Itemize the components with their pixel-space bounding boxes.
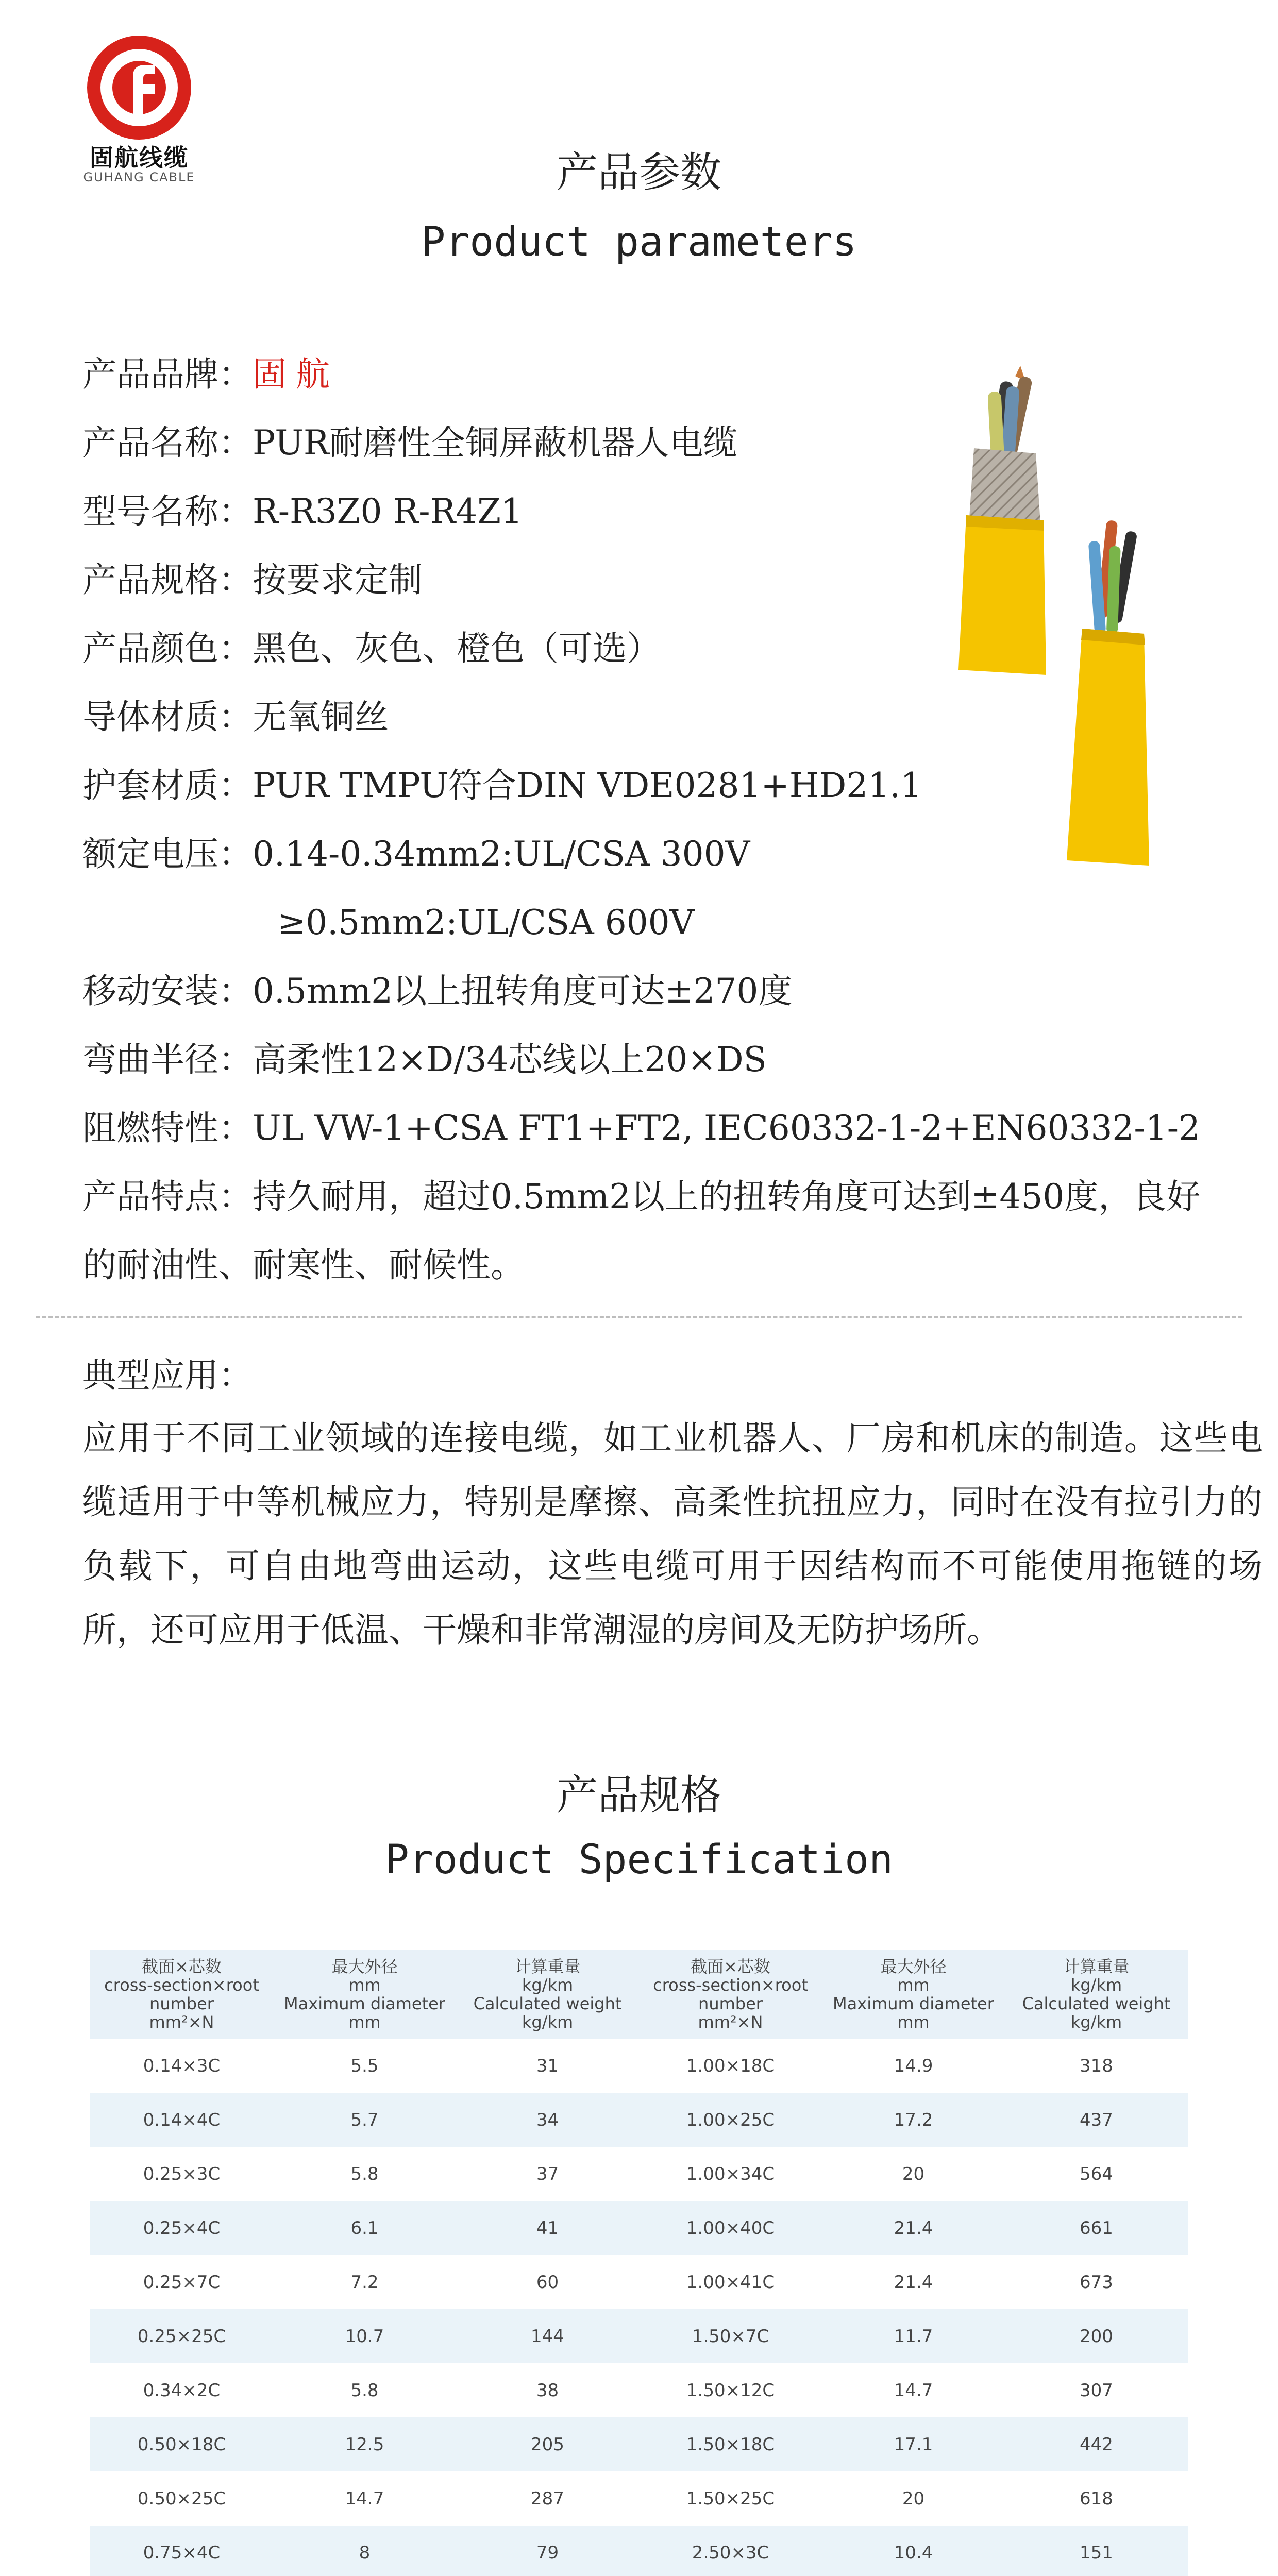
column-header (822, 1950, 1005, 2039)
table-cell: 8 (273, 2526, 456, 2576)
parameter-label: 阻燃特性： (82, 1108, 253, 1148)
column-header (90, 1950, 273, 2039)
column-header-line: mm (897, 2012, 930, 2032)
parameter-label: 产品品牌： (82, 354, 253, 394)
parameter-label: 弯曲半径： (82, 1040, 253, 1079)
table-cell: 144 (456, 2309, 639, 2363)
table-cell: 5.8 (350, 2380, 379, 2401)
table-cell: 564 (1080, 2163, 1113, 2184)
table-cell: 34 (456, 2093, 639, 2147)
parameter-value: 无氧铜丝 (253, 697, 389, 737)
spec-title-en: Product Specification (384, 1837, 894, 1883)
parameter-value: 0.14-0.34mm2:UL/CSA 300V (253, 834, 750, 874)
table-cell: 21.4 (894, 2272, 933, 2293)
parameter-label: 护套材质： (82, 766, 253, 805)
table-row (90, 2039, 1188, 2093)
table-cell: 20 (902, 2488, 925, 2509)
table-cell: 1.00×34C (686, 2163, 775, 2184)
spec-table (90, 1950, 1188, 2576)
table-cell: 1.50×18C (639, 2417, 822, 2471)
logo-subtext: GUHANG CABLE (83, 170, 195, 184)
parameter-value: R-R3Z0 R-R4Z1 (253, 492, 523, 531)
table-cell: 1.50×12C (686, 2380, 775, 2401)
application-heading: 典型应用： (82, 1355, 253, 1395)
table-cell: 205 (456, 2417, 639, 2471)
table-cell: 0.50×25C (137, 2488, 226, 2509)
column-header-line: mm (897, 1975, 930, 1995)
table-cell: 307 (1080, 2380, 1113, 2401)
table-row (90, 2526, 1188, 2576)
column-header-line: cross-section×root number (653, 1975, 808, 2013)
table-cell: 17.2 (822, 2093, 1005, 2147)
table-cell: 0.25×3C (143, 2163, 221, 2184)
parameter-value: ≥0.5mm2:UL/CSA 600V (277, 903, 695, 942)
parameter-value: 持久耐用，超过0.5mm2以上的扭转角度可达到±450度，良好的耐油性、耐寒性、耐候性。 (82, 1177, 1201, 1285)
table-cell: 37 (536, 2163, 559, 2184)
column-header-line: kg/km (522, 1975, 574, 1995)
column-header (456, 1950, 639, 2039)
table-cell: 318 (1080, 2055, 1113, 2076)
table-cell: 661 (1005, 2201, 1188, 2255)
table-cell: 41 (456, 2201, 639, 2255)
table-cell: 0.75×4C (90, 2526, 273, 2576)
parameter-value: UL VW-1+CSA FT1+FT2, IEC60332-1-2+EN60332-1-2 (253, 1108, 1201, 1148)
table-cell: 287 (531, 2488, 564, 2509)
parameter-row (82, 1025, 1216, 1094)
logo-text: 固航线缆 (90, 144, 189, 172)
table-row (90, 2201, 1188, 2255)
table-cell: 17.1 (822, 2417, 1005, 2471)
column-header-line: 截面×芯数 (691, 1957, 770, 1976)
table-cell: 11.7 (822, 2309, 1005, 2363)
parameter-value: 按要求定制 (253, 560, 423, 600)
table-cell: 0.25×7C (143, 2272, 221, 2293)
table-cell: 31 (536, 2055, 559, 2076)
table-cell: 442 (1005, 2417, 1188, 2471)
column-header-line: 计算重量 (1063, 1957, 1130, 1976)
table-cell: 79 (456, 2526, 639, 2576)
column-header-line: mm (348, 2012, 381, 2032)
column-header-line: Maximum diameter (284, 1994, 445, 2013)
table-cell: 437 (1005, 2093, 1188, 2147)
column-header (273, 1950, 456, 2039)
table-cell: 2.50×3C (639, 2526, 822, 2576)
column-header (639, 1950, 822, 2039)
table-cell: 151 (1005, 2526, 1188, 2576)
table-cell: 5.7 (273, 2093, 456, 2147)
parameter-value: PUR TMPU符合DIN VDE0281+HD21.1 (253, 766, 922, 805)
column-header-line: 计算重量 (514, 1957, 581, 1976)
parameter-value: PUR耐磨性全铜屏蔽机器人电缆 (253, 423, 737, 463)
parameter-value: 固航 (253, 354, 339, 394)
table-cell: 14.7 (894, 2380, 933, 2401)
parameter-label: 导体材质： (82, 697, 253, 737)
parameter-value: 0.5mm2以上扭转角度可达±270度 (253, 971, 793, 1011)
column-header (1005, 1950, 1188, 2039)
table-cell: 618 (1080, 2488, 1113, 2509)
table-cell: 5.5 (350, 2055, 379, 2076)
table-row (90, 2147, 1188, 2201)
table-row (90, 2471, 1188, 2526)
table-cell: 0.25×25C (90, 2309, 273, 2363)
application-section (82, 1345, 1263, 1662)
parameter-row (82, 888, 1216, 957)
column-header-line: 截面×芯数 (142, 1957, 222, 1976)
table-cell: 1.00×18C (686, 2055, 775, 2076)
section-divider (36, 1316, 1242, 1318)
table-cell: 1.00×40C (639, 2201, 822, 2255)
parameter-row (82, 1162, 1216, 1299)
table-cell: 1.00×41C (686, 2272, 775, 2293)
table-cell: 1.00×25C (639, 2093, 822, 2147)
table-cell: 10.7 (273, 2309, 456, 2363)
application-text: 应用于不同工业领域的连接电缆，如工业机器人、厂房和机床的制造。这些电缆适用于中等机械应力，特别是摩擦、高柔性抗扭应力，同时在没有拉引力的负载下，可自由地弯曲运动，这些电缆可用于因结构而不可能使用拖链的场所，还可应用于低温、干燥和非常潮湿的房间及无防护场所。 (82, 1418, 1263, 1650)
table-cell: 20 (902, 2163, 925, 2184)
table-header-row (90, 1950, 1188, 2039)
column-header-line: kg/km (1070, 2012, 1122, 2032)
table-cell: 0.50×18C (90, 2417, 273, 2471)
column-header-line: 最大外径 (331, 1957, 398, 1976)
table-cell: 7.2 (350, 2272, 379, 2293)
parameter-row (82, 957, 1216, 1025)
spec-title-cn: 产品规格 (557, 1771, 721, 1819)
page-title-cn: 产品参数 (557, 148, 721, 196)
parameter-label: 移动安装： (82, 971, 253, 1011)
table-cell: 10.4 (822, 2526, 1005, 2576)
column-header-line: mm²×N (698, 2012, 763, 2032)
table-row (90, 2417, 1188, 2471)
parameter-label: 型号名称： (82, 492, 253, 531)
table-cell: 14.7 (345, 2488, 384, 2509)
table-cell: 21.4 (822, 2201, 1005, 2255)
table-cell: 0.25×4C (90, 2201, 273, 2255)
power-cable-image (1046, 510, 1180, 866)
table-cell: 200 (1005, 2309, 1188, 2363)
table-cell: 1.50×25C (686, 2488, 775, 2509)
table-cell: 60 (536, 2272, 559, 2293)
column-header-line: 最大外径 (880, 1957, 947, 1976)
column-header-line: cross-section×root number (104, 1975, 259, 2013)
parameter-label: 产品颜色： (82, 629, 253, 668)
column-header-line: kg/km (522, 2012, 574, 2032)
parameter-value: 高柔性12×D/34芯线以上20×DS (253, 1040, 767, 1079)
table-cell: 0.34×2C (143, 2380, 221, 2401)
column-header-line: Calculated weight (473, 1994, 622, 2013)
parameter-value: 黑色、灰色、橙色（可选） (253, 629, 661, 668)
table-cell: 12.5 (273, 2417, 456, 2471)
page-title-en: Product parameters (421, 219, 857, 265)
table-row (90, 2093, 1188, 2147)
column-header-line: kg/km (1070, 1975, 1122, 1995)
table-cell: 38 (536, 2380, 559, 2401)
table-cell: 673 (1080, 2272, 1113, 2293)
parameter-label: 产品规格： (82, 560, 253, 600)
table-cell: 6.1 (273, 2201, 456, 2255)
table-cell: 5.8 (350, 2163, 379, 2184)
table-row (90, 2255, 1188, 2309)
parameter-label: 产品名称： (82, 423, 253, 463)
table-cell: 1.50×7C (639, 2309, 822, 2363)
parameter-row (82, 1094, 1216, 1162)
table-cell: 0.14×4C (90, 2093, 273, 2147)
table-cell: 0.14×3C (143, 2055, 221, 2076)
table-row (90, 2309, 1188, 2363)
table-cell: 14.9 (894, 2055, 933, 2076)
table-row (90, 2363, 1188, 2417)
column-header-line: Calculated weight (1022, 1994, 1171, 2013)
column-header-line: mm (348, 1975, 381, 1995)
column-header-line: Maximum diameter (833, 1994, 994, 2013)
parameter-label: 产品特点： (82, 1177, 253, 1216)
column-header-line: mm²×N (149, 2012, 214, 2032)
parameter-label: 额定电压： (82, 834, 253, 874)
